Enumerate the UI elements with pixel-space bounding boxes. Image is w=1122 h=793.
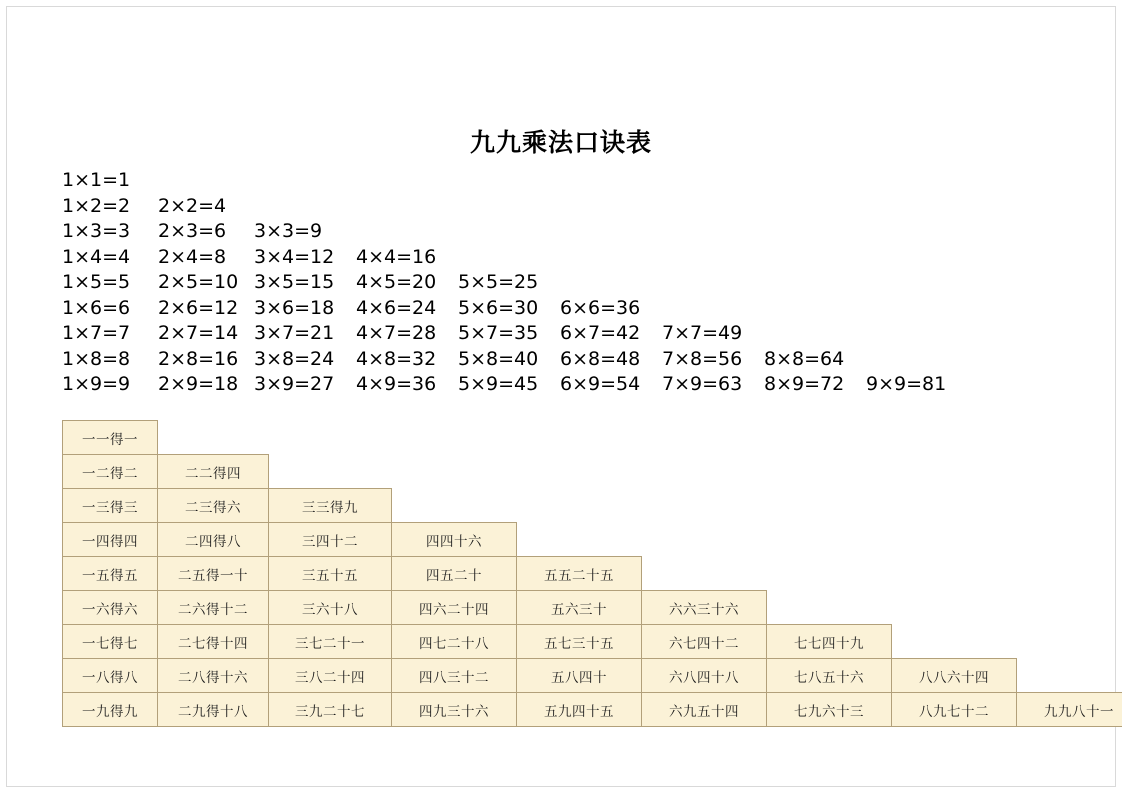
equation-item: 6×6=36 (560, 296, 641, 319)
table-cell: 三四十二 (269, 523, 392, 557)
equation-item: 2×2=4 (158, 194, 227, 217)
equation-item: 3×5=15 (254, 271, 335, 293)
equation-item: 4×6=24 (356, 296, 437, 319)
table-cell: 六七四十二 (642, 625, 767, 659)
table-cell: 六九五十四 (642, 693, 767, 727)
table-cell: 三八二十四 (269, 659, 392, 693)
equation-item: 5×8=40 (458, 347, 539, 370)
equation-item: 2×8=16 (158, 347, 239, 370)
table-cell: 二七得十四 (158, 625, 269, 659)
table-cell-empty (269, 455, 392, 489)
table-cell-empty (767, 489, 892, 523)
equation-item: 1×4=4 (62, 245, 131, 268)
table-cell: 二三得六 (158, 489, 269, 523)
table (62, 420, 1122, 727)
table-row (63, 489, 1122, 523)
equation-list (62, 168, 1092, 398)
equation-item: 7×9=63 (662, 373, 743, 395)
table-cell-empty (392, 455, 517, 489)
table-cell: 一一得一 (63, 421, 158, 455)
table-row (63, 659, 1122, 693)
table-cell: 三六十八 (269, 591, 392, 625)
table-cell: 五九四十五 (517, 693, 642, 727)
equation-item: 2×5=10 (158, 271, 239, 293)
table-cell: 三五十五 (269, 557, 392, 591)
table-cell: 二六得十二 (158, 591, 269, 625)
equation-row (62, 245, 1092, 271)
multiplication-rhyme-table (62, 420, 1122, 727)
equation-item: 4×4=16 (356, 245, 437, 268)
equation-item: 2×4=8 (158, 245, 227, 268)
equation-item: 1×2=2 (62, 194, 131, 217)
table-cell-empty (767, 455, 892, 489)
table-cell: 二八得十六 (158, 659, 269, 693)
equation-item: 3×4=12 (254, 245, 335, 268)
table-cell-empty (767, 421, 892, 455)
equation-item: 9×9=81 (866, 373, 947, 395)
equation-item: 5×5=25 (458, 271, 539, 293)
equation-item: 1×5=5 (62, 271, 131, 293)
table-cell-empty (642, 557, 767, 591)
table-cell-empty (892, 591, 1017, 625)
equation-row (62, 321, 1092, 347)
table-row (63, 591, 1122, 625)
table-cell-empty (1017, 523, 1122, 557)
table-cell: 六八四十八 (642, 659, 767, 693)
equation-row (62, 296, 1092, 322)
table-cell: 四五二十 (392, 557, 517, 591)
table-row (63, 625, 1122, 659)
table-cell: 一五得五 (63, 557, 158, 591)
table-cell: 二九得十八 (158, 693, 269, 727)
table-cell: 八九七十二 (892, 693, 1017, 727)
table-cell-empty (1017, 421, 1122, 455)
table-cell-empty (892, 557, 1017, 591)
table-cell-empty (892, 523, 1017, 557)
table-cell-empty (892, 625, 1017, 659)
equation-row (62, 168, 1092, 194)
table-cell-empty (642, 455, 767, 489)
equation-item: 1×8=8 (62, 347, 131, 370)
equation-item: 8×9=72 (764, 373, 845, 395)
table-cell: 二二得四 (158, 455, 269, 489)
table-cell: 一七得七 (63, 625, 158, 659)
equation-item: 2×6=12 (158, 296, 239, 319)
table-cell: 五五二十五 (517, 557, 642, 591)
equation-item: 5×6=30 (458, 296, 539, 319)
table-cell: 二五得一十 (158, 557, 269, 591)
table-cell: 一二得二 (63, 455, 158, 489)
equation-item: 4×7=28 (356, 322, 437, 344)
table-cell-empty (892, 421, 1017, 455)
table-cell: 一六得六 (63, 591, 158, 625)
table-cell-empty (517, 421, 642, 455)
equation-item: 3×6=18 (254, 296, 335, 319)
table-row (63, 557, 1122, 591)
equation-item: 3×8=24 (254, 347, 335, 370)
table-cell-empty (1017, 557, 1122, 591)
table-cell-empty (767, 591, 892, 625)
equation-item: 1×1=1 (62, 169, 131, 191)
page-title: 九九乘法口诀表 (469, 128, 652, 157)
table-cell: 一九得九 (63, 693, 158, 727)
table-cell-empty (517, 489, 642, 523)
table-cell-empty (1017, 625, 1122, 659)
equation-item: 7×7=49 (662, 322, 743, 344)
table-row (63, 523, 1122, 557)
equation-row (62, 372, 1092, 398)
table-cell-empty (517, 455, 642, 489)
table-cell: 七九六十三 (767, 693, 892, 727)
table-row (63, 693, 1122, 727)
equation-row (62, 347, 1092, 373)
table-cell-empty (269, 421, 392, 455)
equation-item: 6×9=54 (560, 373, 641, 395)
table-cell-empty (642, 489, 767, 523)
table-cell: 五六三十 (517, 591, 642, 625)
equation-item: 7×8=56 (662, 347, 743, 370)
table-cell: 一八得八 (63, 659, 158, 693)
equation-item: 6×7=42 (560, 322, 641, 344)
table-cell-empty (392, 489, 517, 523)
equation-item: 3×7=21 (254, 322, 335, 344)
equation-item: 5×7=35 (458, 322, 539, 344)
table-cell: 三三得九 (269, 489, 392, 523)
table-cell: 二四得八 (158, 523, 269, 557)
table-cell-empty (767, 557, 892, 591)
table-cell: 四八三十二 (392, 659, 517, 693)
table-body (63, 421, 1122, 727)
table-row (63, 455, 1122, 489)
equation-item: 4×5=20 (356, 271, 437, 293)
table-cell-empty (892, 489, 1017, 523)
table-cell: 六六三十六 (642, 591, 767, 625)
equation-item: 1×7=7 (62, 322, 131, 344)
table-cell: 八八六十四 (892, 659, 1017, 693)
equation-item: 4×8=32 (356, 347, 437, 370)
equation-item: 5×9=45 (458, 373, 539, 395)
table-cell: 四四十六 (392, 523, 517, 557)
table-cell: 七八五十六 (767, 659, 892, 693)
table-cell: 四六二十四 (392, 591, 517, 625)
table-cell: 九九八十一 (1017, 693, 1122, 727)
table-cell-empty (1017, 489, 1122, 523)
table-cell-empty (1017, 455, 1122, 489)
table-cell-empty (392, 421, 517, 455)
table-cell: 四九三十六 (392, 693, 517, 727)
table-cell-empty (642, 421, 767, 455)
table-cell: 五七三十五 (517, 625, 642, 659)
table-cell: 三七二十一 (269, 625, 392, 659)
table-cell: 一三得三 (63, 489, 158, 523)
table-cell-empty (1017, 591, 1122, 625)
table-row (63, 421, 1122, 455)
equation-item: 3×9=27 (254, 373, 335, 395)
table-cell-empty (767, 523, 892, 557)
equation-row (62, 219, 1092, 245)
equation-item: 3×3=9 (254, 220, 323, 242)
table-cell-empty (1017, 659, 1122, 693)
table-cell-empty (158, 421, 269, 455)
table-cell-empty (892, 455, 1017, 489)
equation-item: 4×9=36 (356, 373, 437, 395)
equation-item: 2×3=6 (158, 220, 227, 242)
equation-item: 2×9=18 (158, 373, 239, 395)
table-cell: 一四得四 (63, 523, 158, 557)
equation-item: 1×6=6 (62, 296, 131, 319)
equation-item: 6×8=48 (560, 347, 641, 370)
equation-row (62, 194, 1092, 220)
equation-item: 2×7=14 (158, 322, 239, 344)
equation-item: 1×9=9 (62, 373, 131, 395)
table-cell-empty (642, 523, 767, 557)
table-cell: 四七二十八 (392, 625, 517, 659)
equation-item: 8×8=64 (764, 347, 845, 370)
table-cell: 七七四十九 (767, 625, 892, 659)
table-cell-empty (517, 523, 642, 557)
table-cell: 五八四十 (517, 659, 642, 693)
equation-row (62, 270, 1092, 296)
equation-item: 1×3=3 (62, 220, 131, 242)
table-cell: 三九二十七 (269, 693, 392, 727)
